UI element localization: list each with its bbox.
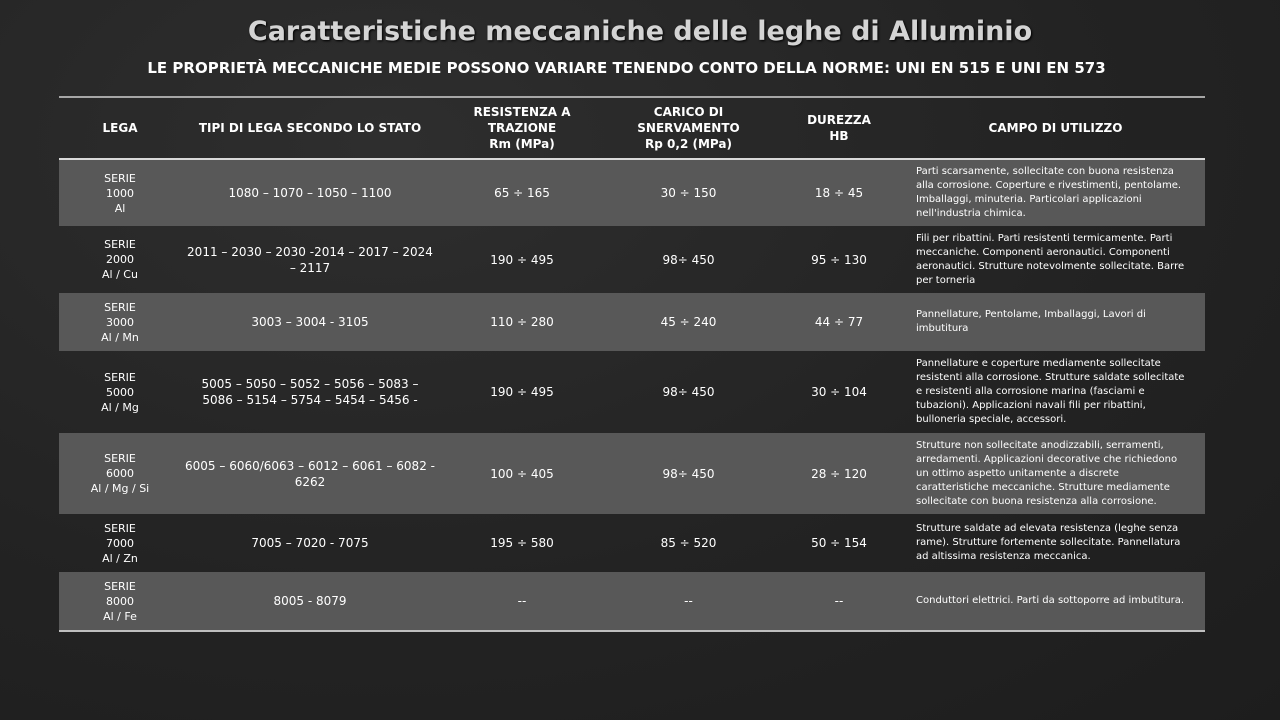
cell-campo: Pannellature e coperture mediamente sollecitate resistenti alla corrosione. Strutture saldate sollecitate e resistenti alla corrosione marina (fasciami e tubazioni). Applicazioni navali fili per ribattini, bulloneria speciale, accessori. [916, 358, 1185, 425]
cell-campo: Pannellature, Pentolame, Imballaggi, Lavori di imbutitura [916, 309, 1146, 334]
table-row [59, 226, 1205, 293]
cell-durezza: 28 ÷ 120 [811, 466, 867, 481]
cell-lega: SERIE 5000 Al / Mg [101, 370, 139, 414]
table-row [59, 159, 1205, 226]
table-header-row [59, 97, 1205, 159]
table-row [59, 351, 1205, 433]
cell-lega: SERIE 6000 Al / Mg / Si [90, 452, 150, 495]
slide-title: Caratteristiche meccaniche delle leghe di Alluminio [247, 16, 1033, 47]
cell-carico: 30 ÷ 150 [660, 186, 717, 200]
cell-carico: 98÷ 450 [662, 466, 715, 481]
cell-tipi: 2011 – 2030 – 2030 -2014 – 2017 – 2024 – 2117 [187, 244, 433, 275]
cell-lega: SERIE 1000 Al [104, 171, 136, 215]
table-row [59, 433, 1205, 514]
cell-campo: Parti scarsamente, sollecitate con buona resistenza alla corrosione. Coperture e rivestimenti, pentolame. Imballaggi, minuteria. Particolari applicazioni nell'industria chimica. [916, 166, 1182, 219]
cell-campo: Strutture non sollecitate anodizzabili, serramenti, arredamenti. Applicazioni decorative che richiedono un ottimo aspetto unitamente a discrete caratteristiche meccaniche. Strutture mediamente sollecitate con buona resistenza alla corrosione. [916, 439, 1178, 507]
header-campo-utilizzo: CAMPO DI UTILIZZO [988, 121, 1123, 135]
table-row [59, 293, 1205, 351]
cell-tipi: 7005 – 7020 - 7075 [251, 536, 369, 550]
cell-campo: Strutture saldate ad elevata resistenza (leghe senza rame). Strutture fortemente sollecitate. Pannellatura ad altissima resistenza meccanica. [916, 523, 1181, 562]
cell-lega: SERIE 2000 Al / Cu [102, 238, 138, 281]
cell-resistenza: 190 ÷ 495 [490, 252, 554, 267]
slide-subtitle: LE PROPRIETÀ MECCANICHE MEDIE POSSONO VARIARE TENENDO CONTO DELLA NORME: UNI EN 515 E UNI EN 573 [147, 59, 1106, 77]
cell-tipi: 1080 – 1070 – 1050 – 1100 [228, 186, 392, 200]
cell-carico: 85 ÷ 520 [660, 536, 717, 550]
cell-resistenza: 65 ÷ 165 [494, 186, 550, 200]
cell-resistenza: 190 ÷ 495 [490, 385, 554, 399]
header-lega: LEGA [102, 121, 138, 135]
cell-durezza: 44 ÷ 77 [814, 315, 864, 329]
cell-durezza: 18 ÷ 45 [814, 186, 864, 200]
cell-resistenza: -- [517, 594, 527, 608]
cell-campo: Conduttori elettrici. Parti da sottoporre ad imbutitura. [916, 595, 1185, 606]
header-resistenza-trazione: RESISTENZA A TRAZIONE Rm (MPa) [473, 105, 571, 151]
cell-lega: SERIE 8000 Al / Fe [103, 579, 137, 623]
cell-carico: 45 ÷ 240 [660, 315, 717, 329]
cell-durezza: 95 ÷ 130 [811, 252, 867, 267]
cell-durezza: 30 ÷ 104 [811, 385, 867, 399]
cell-resistenza: 100 ÷ 405 [490, 466, 554, 481]
cell-lega: SERIE 7000 Al / Zn [102, 521, 138, 565]
cell-lega: SERIE 3000 Al / Mn [101, 300, 139, 344]
cell-tipi: 8005 - 8079 [273, 594, 347, 608]
cell-carico: 98÷ 450 [662, 252, 715, 267]
cell-carico: 98÷ 450 [662, 385, 715, 399]
cell-tipi: 5005 – 5050 – 5052 – 5056 – 5083 – 5086 – 5154 – 5754 – 5454 – 5456 - [201, 377, 419, 407]
cell-carico: -- [684, 594, 693, 608]
cell-campo: Fili per ribattini. Parti resistenti termicamente. Parti meccaniche. Componenti aeronautici. Componenti aeronautici. Strutture notevolmente sollecitate. Barre per torneria [916, 232, 1185, 286]
cell-resistenza: 195 ÷ 580 [490, 536, 554, 550]
header-tipi-di-lega: TIPI DI LEGA SECONDO LO STATO [198, 121, 422, 135]
cell-tipi: 6005 – 6060/6063 – 6012 – 6061 – 6082 - 6262 [185, 458, 435, 489]
table-row [59, 514, 1205, 572]
cell-durezza: -- [834, 594, 844, 608]
cell-durezza: 50 ÷ 154 [811, 536, 867, 550]
cell-resistenza: 110 ÷ 280 [490, 315, 554, 329]
table-row [59, 572, 1205, 631]
alloy-properties-table [59, 96, 1205, 632]
header-carico-snervamento: CARICO DI SNERVAMENTO Rp 0,2 (MPa) [637, 105, 740, 151]
cell-tipi: 3003 – 3004 - 3105 [251, 315, 369, 329]
header-durezza: DUREZZA HB [807, 113, 871, 143]
